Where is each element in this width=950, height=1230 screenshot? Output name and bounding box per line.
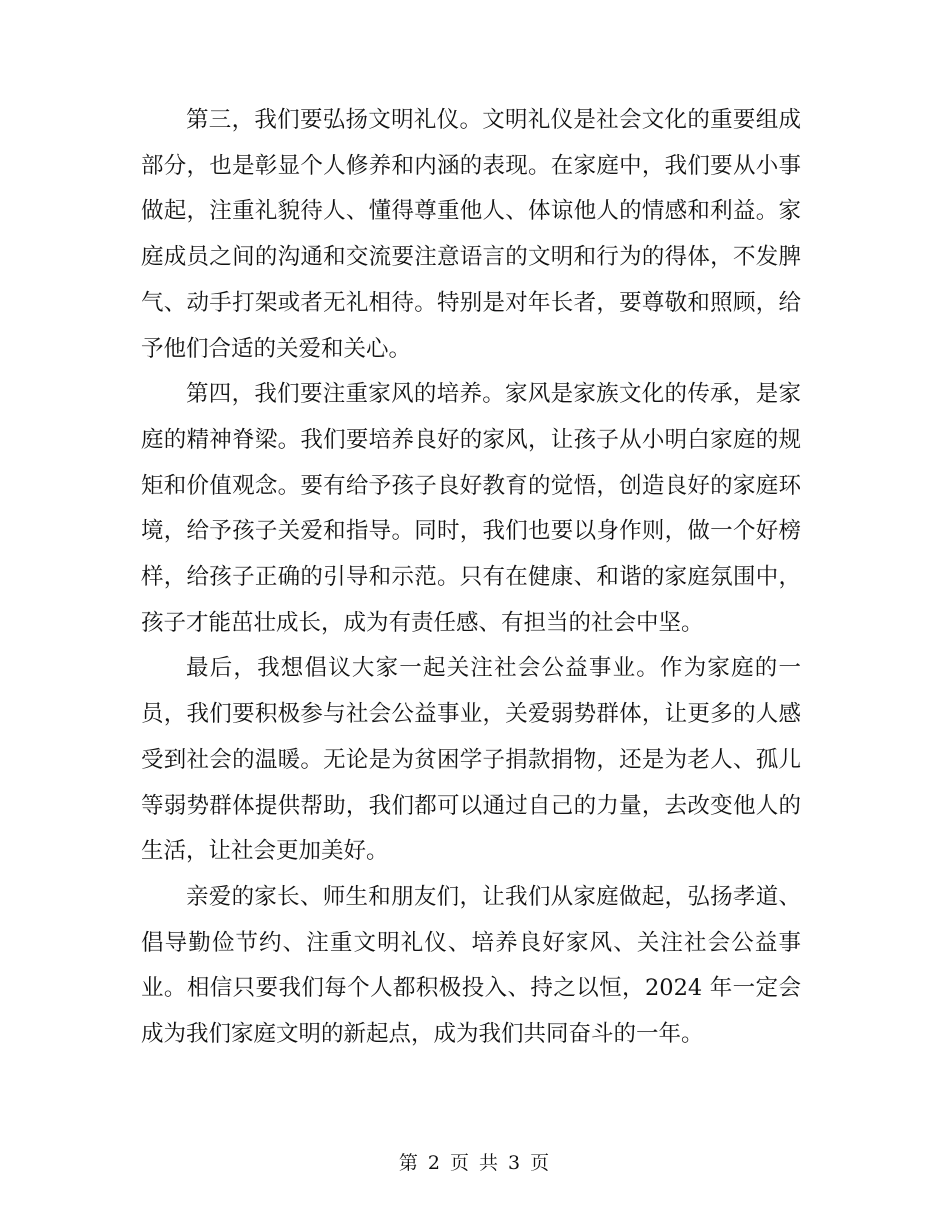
document-body — [141, 98, 801, 1058]
paragraph-civility: 第三，我们要弘扬文明礼仪。文明礼仪是社会文化的重要组成部分，也是彰显个人修养和内涵的表现。在家庭中，我们要从小事做起，注重礼貌待人、懂得尊重他人、体谅他人的情感和利益。家庭成员之间的沟通和交流要注意语言的文明和行为的得体，不发脾气、动手打架或者无礼相待。特别是对年长者，要尊敬和照顾，给予他们合适的关爱和关心。 — [141, 107, 801, 362]
paragraph-family-tradition: 第四，我们要注重家风的培养。家风是家族文化的传承，是家庭的精神脊梁。我们要培养良好的家风，让孩子从小明白家庭的规矩和价值观念。要有给予孩子良好教育的觉悟，创造良好的家庭环境，给予孩子关爱和指导。同时，我们也要以身作则，做一个好榜样，给孩子正确的引导和示范。只有在健康、和谐的家庭氛围中，孩子才能茁壮成长，成为有责任感、有担当的社会中坚。 — [141, 381, 801, 636]
paragraph-closing: 亲爱的家长、师生和朋友们，让我们从家庭做起，弘扬孝道、倡导勤俭节约、注重文明礼仪、培养良好家风、关注社会公益事业。相信只要我们每个人都积极投入、持之以恒，2024 年一定会成为我们家庭文明的新起点，成为我们共同奋斗的一年。 — [141, 883, 801, 1048]
page-number-footer: 第 2 页 共 3 页 — [398, 1152, 552, 1174]
paragraph-public-welfare: 最后，我想倡议大家一起关注社会公益事业。作为家庭的一员，我们要积极参与社会公益事业，关爱弱势群体，让更多的人感受到社会的温暖。无论是为贫困学子捐款捐物，还是为老人、孤儿等弱势群体提供帮助，我们都可以通过自己的力量，去改变他人的生活，让社会更加美好。 — [141, 655, 801, 865]
